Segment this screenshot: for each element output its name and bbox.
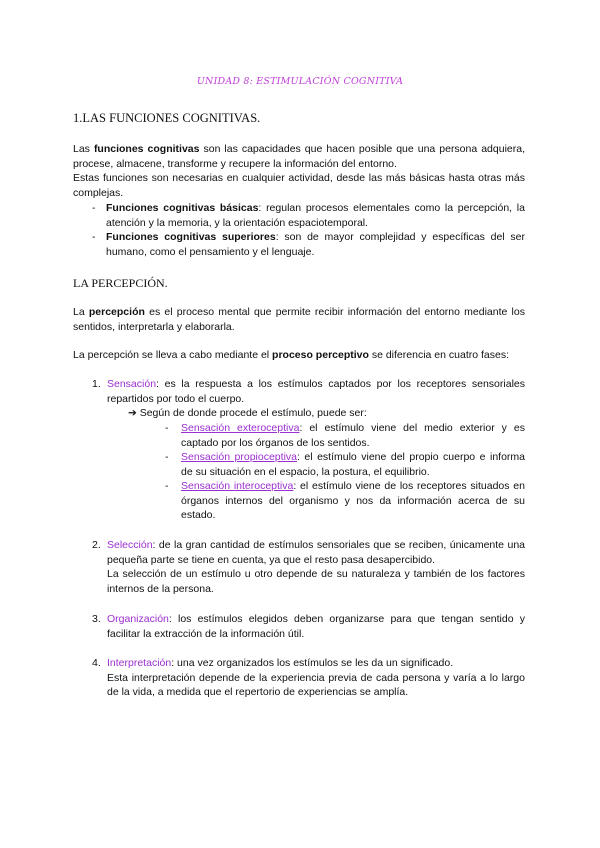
interoceptive-link[interactable]: Sensación interoceptiva — [181, 480, 294, 492]
intro-paragraph: Las funciones cognitivas son las capacidades que hacen posible que una persona adquiera, procese, almacene, transforme y recupere la información del entorno. — [73, 143, 525, 170]
phases-paragraph: La percepción se lleva a cabo mediante el proceso perceptivo se diferencia en cuatro fases: — [73, 349, 510, 361]
intro-paragraph-2: Estas funciones son necesarias en cualquier actividad, desde las más básicas hasta otras más complejas. — [73, 172, 525, 199]
section-heading-cognitive-functions: 1.LAS FUNCIONES COGNITIVAS. — [73, 111, 261, 125]
perception-definition: La percepción es el proceso mental que permite recibir información del entorno mediante los sentidos, interpretarla y elaborarla. — [73, 306, 525, 333]
unit-title: UNIDAD 8: ESTIMULACIÓN COGNITIVA — [196, 76, 404, 87]
proprioceptive-link[interactable]: Sensación propioceptiva — [181, 451, 297, 463]
section-heading-perception: LA PERCEPCIÓN. — [73, 276, 168, 290]
document-page: UNIDAD 8: ESTIMULACIÓN COGNITIVA 1.LAS FUNCIONES COGNITIVAS. Las funciones cognitivas son las capacidades que hacen posible que una persona adquiera, procese, almacene, transforme y recupere la información del entorno. Estas funciones son necesarias en cualquier actividad, desde las más básicas hasta otras más complejas. - Funciones cognitivas básicas: regulan procesos elementales como la percepción, la atención y la memoria, y la orientación espaciotemporal. - Funciones cognitivas superiores: son de mayor complejidad y específicas del ser humano, como el pensamiento y el lenguaje. LA PERCEPCIÓN. La percepción es el proceso mental que permite recibir información del entorno mediante los sentidos, interpretarla y elaborarla. La percepción se lleva a cabo mediante el proceso perceptivo se diferencia en cuatro fases: 1. Sensación: es la respuesta a los estímulos captados por los receptores sensoriales repartidos por todo el cuerpo. ➔ Según de donde procede el estímulo, puede ser: - Sensación exteroceptiva: el estímulo viene del medio exterior y es captado por los órganos de los sentidos. - Sensación propioceptiva: el estímulo viene del propio cuerpo e informa de su situación en el espacio, la postura, el equilibrio. - Sensación interoceptiva: el estímulo viene de los receptores situados en órganos internos del organismo y nos da información acerca de su estado. 2. Selección: de la gran cantidad de estímulos sensoriales que se reciben, únicamente una pequeña parte se tiene en cuenta, ya que el resto pasa desapercibido. La selección de un estímulo u otro depende de su naturaleza y también de los factores internos de la persona. 3. Organización: los estímulos elegidos deben organizarse para que tengan sentido y facilitar la extracción de la información útil. 4. Interpretación: una vez organizados los estímulos se les da un significado. Esta interpretación depende de la experiencia previa de cada persona y varía a lo largo de la vida, a medida que el repertorio de experiencias se amplía. — [0, 0, 600, 848]
sensation-origin-line: ➔ Según de donde procede el estímulo, puede ser: — [128, 407, 367, 419]
exteroceptive-link[interactable]: Sensación exteroceptiva — [181, 422, 300, 434]
